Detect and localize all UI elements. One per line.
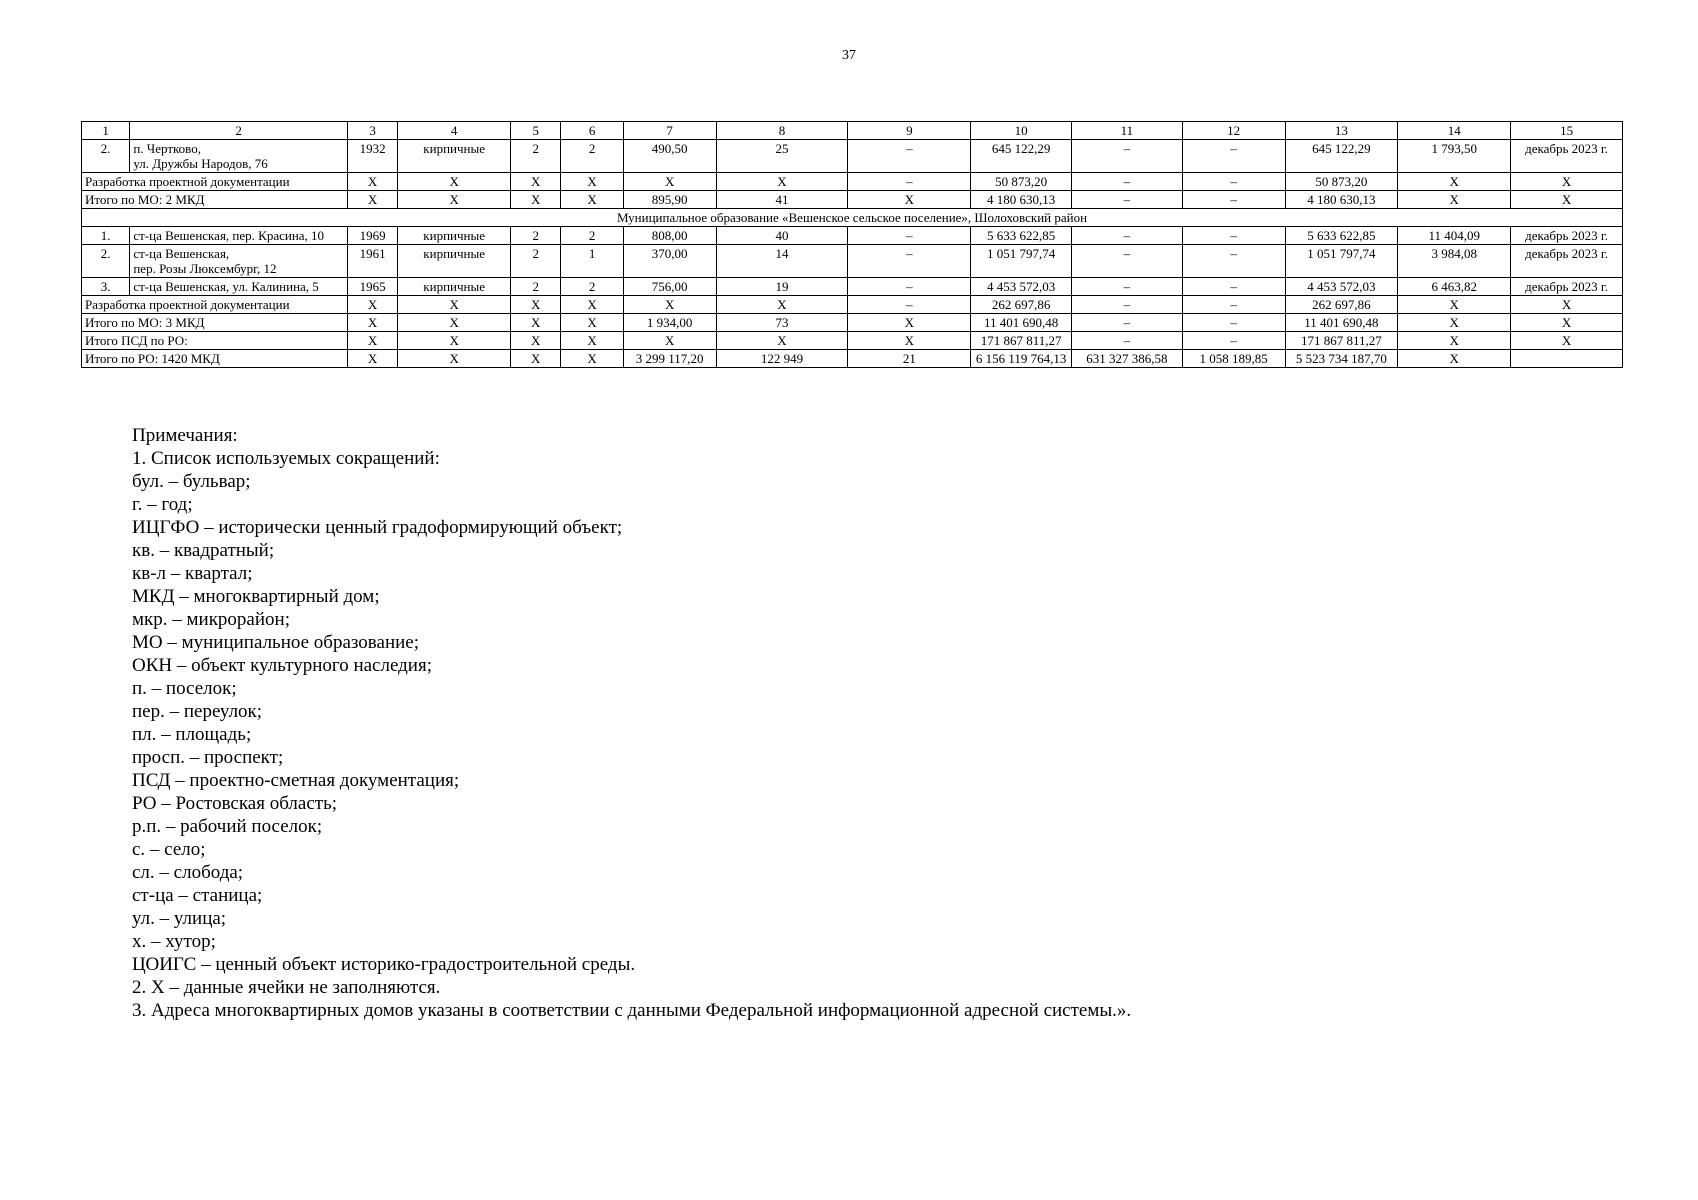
- table-cell: декабрь 2023 г.: [1511, 245, 1623, 278]
- table-cell: X: [511, 173, 561, 191]
- table-cell: 1969: [347, 227, 397, 245]
- header-cell: 2: [130, 122, 348, 140]
- address-cell: п. Чертково, ул. Дружбы Народов, 76: [130, 140, 348, 173]
- table-cell: X: [1398, 332, 1511, 350]
- table-cell: X: [561, 314, 623, 332]
- table-cell: 808,00: [623, 227, 716, 245]
- table-cell: 2: [511, 227, 561, 245]
- table-cell: X: [347, 191, 397, 209]
- table-cell: 2: [561, 278, 623, 296]
- header-cell: 10: [971, 122, 1072, 140]
- table-body: [82, 122, 1623, 368]
- table-cell: [1511, 350, 1623, 368]
- table-cell: 14: [716, 245, 848, 278]
- table-cell: 2: [511, 245, 561, 278]
- header-cell: 5: [511, 122, 561, 140]
- note-line: кв. – квадратный;: [132, 540, 275, 561]
- note-line: кв-л – квартал;: [132, 563, 253, 584]
- table-cell: 21: [848, 350, 971, 368]
- table-cell: X: [561, 191, 623, 209]
- table-cell: –: [1072, 278, 1183, 296]
- table-cell: 1965: [347, 278, 397, 296]
- table-cell: 50 873,20: [971, 173, 1072, 191]
- table-cell: 73: [716, 314, 848, 332]
- note-line: просп. – проспект;: [132, 747, 284, 768]
- note-line: пер. – переулок;: [132, 701, 263, 722]
- table-cell: X: [511, 296, 561, 314]
- note-line: пл. – площадь;: [132, 724, 252, 745]
- table-cell: X: [347, 332, 397, 350]
- summary-row: [82, 314, 1623, 332]
- table-cell: 5 633 622,85: [971, 227, 1072, 245]
- table-cell: X: [623, 296, 716, 314]
- table-cell: кирпичные: [398, 245, 511, 278]
- table-row: [82, 140, 1623, 173]
- note-line: сл. – слобода;: [132, 862, 244, 883]
- table-cell: X: [716, 173, 848, 191]
- table-cell: –: [1182, 314, 1285, 332]
- header-cell: 8: [716, 122, 848, 140]
- table-cell: X: [561, 173, 623, 191]
- note-line: г. – год;: [132, 494, 193, 515]
- notes: [132, 424, 1592, 1022]
- table-cell: 490,50: [623, 140, 716, 173]
- table-cell: –: [848, 296, 971, 314]
- table-cell: 2: [511, 140, 561, 173]
- table-cell: 262 697,86: [971, 296, 1072, 314]
- note-line: с. – село;: [132, 839, 206, 860]
- table-cell: 122 949: [716, 350, 848, 368]
- note-line: МО – муниципальное образование;: [132, 632, 420, 653]
- table-cell: 1 051 797,74: [1285, 245, 1398, 278]
- table-cell: 1 051 797,74: [971, 245, 1072, 278]
- table-cell: 2: [561, 140, 623, 173]
- table-cell: X: [1511, 296, 1623, 314]
- table-cell: X: [1511, 191, 1623, 209]
- table-cell: 756,00: [623, 278, 716, 296]
- address-cell: ст-ца Вешенская, ул. Калинина, 5: [130, 278, 348, 296]
- table-cell: 50 873,20: [1285, 173, 1398, 191]
- header-cell: 3: [347, 122, 397, 140]
- table-cell: –: [1072, 227, 1183, 245]
- header-cell: 15: [1511, 122, 1623, 140]
- table-cell: 3 984,08: [1398, 245, 1511, 278]
- table-cell: X: [716, 296, 848, 314]
- table-cell: 1961: [347, 245, 397, 278]
- table-cell: X: [561, 296, 623, 314]
- summary-label: Итого по МО: 3 МКД: [82, 314, 348, 332]
- header-cell: 4: [398, 122, 511, 140]
- table-cell: X: [1511, 332, 1623, 350]
- table-cell: 5 633 622,85: [1285, 227, 1398, 245]
- table-cell: 41: [716, 191, 848, 209]
- table-row: [82, 278, 1623, 296]
- summary-label: Итого по МО: 2 МКД: [82, 191, 348, 209]
- table-cell: 19: [716, 278, 848, 296]
- table-cell: X: [848, 191, 971, 209]
- note-line: ул. – улица;: [132, 908, 227, 929]
- section-title: Муниципальное образование «Вешенское сельское поселение», Шолоховский район: [82, 209, 1623, 227]
- table-cell: X: [511, 314, 561, 332]
- table-cell: X: [848, 332, 971, 350]
- table-cell: 370,00: [623, 245, 716, 278]
- note-line: ст-ца – станица;: [132, 885, 263, 906]
- table-cell: 645 122,29: [971, 140, 1072, 173]
- table-cell: X: [398, 350, 511, 368]
- table-cell: 1 793,50: [1398, 140, 1511, 173]
- table-cell: –: [1072, 332, 1183, 350]
- table-cell: декабрь 2023 г.: [1511, 140, 1623, 173]
- table-cell: –: [1182, 227, 1285, 245]
- table-cell: –: [1072, 245, 1183, 278]
- table-cell: X: [1398, 314, 1511, 332]
- table-cell: X: [347, 296, 397, 314]
- summary-label: Разработка проектной документации: [82, 173, 348, 191]
- table-cell: 11 401 690,48: [971, 314, 1072, 332]
- table-cell: X: [623, 332, 716, 350]
- table-cell: 4 180 630,13: [1285, 191, 1398, 209]
- table-cell: X: [1398, 191, 1511, 209]
- notes-lines: [132, 447, 1592, 1022]
- table-cell: 2: [561, 227, 623, 245]
- header-cell: 11: [1072, 122, 1183, 140]
- table-cell: декабрь 2023 г.: [1511, 227, 1623, 245]
- table-cell: декабрь 2023 г.: [1511, 278, 1623, 296]
- table-cell: X: [716, 332, 848, 350]
- table-cell: 1: [561, 245, 623, 278]
- header-cell: 13: [1285, 122, 1398, 140]
- table-cell: –: [1072, 140, 1183, 173]
- note-line: 1. Список используемых сокращений:: [132, 448, 440, 469]
- note-line: р.п. – рабочий поселок;: [132, 816, 323, 837]
- table-cell: –: [1182, 173, 1285, 191]
- summary-row: [82, 191, 1623, 209]
- note-line: ОКН – объект культурного наследия;: [132, 655, 432, 676]
- header-cell: 9: [848, 122, 971, 140]
- table-cell: X: [398, 296, 511, 314]
- table-cell: X: [347, 314, 397, 332]
- note-line: х. – хутор;: [132, 931, 216, 952]
- table-cell: 895,90: [623, 191, 716, 209]
- table-cell: 262 697,86: [1285, 296, 1398, 314]
- note-line: ИЦГФО – исторически ценный градоформирующий объект;: [132, 517, 623, 538]
- table-cell: X: [623, 173, 716, 191]
- table-row: [82, 245, 1623, 278]
- table-cell: –: [1072, 296, 1183, 314]
- header-cell: 1: [82, 122, 130, 140]
- table-cell: –: [1182, 140, 1285, 173]
- table-cell: 11 401 690,48: [1285, 314, 1398, 332]
- summary-row: [82, 332, 1623, 350]
- table-cell: 5 523 734 187,70: [1285, 350, 1398, 368]
- table-cell: X: [561, 350, 623, 368]
- table-cell: –: [1072, 314, 1183, 332]
- table-cell: –: [1182, 296, 1285, 314]
- note-line: ЦОИГС – ценный объект историко-градостроительной среды.: [132, 954, 636, 975]
- table-cell: X: [1398, 296, 1511, 314]
- table-cell: X: [347, 350, 397, 368]
- table-cell: 1932: [347, 140, 397, 173]
- table-cell: X: [1511, 314, 1623, 332]
- table-cell: 11 404,09: [1398, 227, 1511, 245]
- table-cell: –: [1182, 191, 1285, 209]
- table-cell: X: [1511, 173, 1623, 191]
- table-cell: –: [848, 227, 971, 245]
- table-cell: 631 327 386,58: [1072, 350, 1183, 368]
- note-line: мкр. – микрорайон;: [132, 609, 290, 630]
- table-cell: –: [1072, 191, 1183, 209]
- table-cell: 4 180 630,13: [971, 191, 1072, 209]
- address-cell: ст-ца Вешенская, пер. Розы Люксембург, 12: [130, 245, 348, 278]
- table-cell: –: [1072, 173, 1183, 191]
- summary-row: [82, 296, 1623, 314]
- address-cell: ст-ца Вешенская, пер. Красина, 10: [130, 227, 348, 245]
- header-cell: 7: [623, 122, 716, 140]
- summary-label: Итого ПСД по РО:: [82, 332, 348, 350]
- table-cell: 171 867 811,27: [971, 332, 1072, 350]
- table-cell: X: [511, 332, 561, 350]
- note-line: 2. X – данные ячейки не заполняются.: [132, 977, 441, 998]
- summary-label: Разработка проектной документации: [82, 296, 348, 314]
- table-cell: X: [1398, 350, 1511, 368]
- table-cell: кирпичные: [398, 227, 511, 245]
- table-cell: 645 122,29: [1285, 140, 1398, 173]
- table-cell: 6 156 119 764,13: [971, 350, 1072, 368]
- table-cell: 3 299 117,20: [623, 350, 716, 368]
- note-line: РО – Ростовская область;: [132, 793, 338, 814]
- table-cell: –: [848, 173, 971, 191]
- table-cell: 2: [511, 278, 561, 296]
- table-cell: 6 463,82: [1398, 278, 1511, 296]
- header-cell: 14: [1398, 122, 1511, 140]
- header-cell: 6: [561, 122, 623, 140]
- section-row: [82, 209, 1623, 227]
- table-cell: 1 934,00: [623, 314, 716, 332]
- note-line: бул. – бульвар;: [132, 471, 251, 492]
- table-cell: 25: [716, 140, 848, 173]
- table-cell: X: [1398, 173, 1511, 191]
- table-cell: –: [848, 140, 971, 173]
- summary-row: [82, 350, 1623, 368]
- table-cell: 4 453 572,03: [1285, 278, 1398, 296]
- summary-row: [82, 173, 1623, 191]
- table-cell: 1.: [82, 227, 130, 245]
- table-cell: 2.: [82, 245, 130, 278]
- table-cell: X: [347, 173, 397, 191]
- table-cell: –: [1182, 332, 1285, 350]
- table-cell: 1 058 189,85: [1182, 350, 1285, 368]
- table-cell: X: [511, 191, 561, 209]
- table-cell: –: [1182, 278, 1285, 296]
- table-cell: 3.: [82, 278, 130, 296]
- note-line: ПСД – проектно-сметная документация;: [132, 770, 460, 791]
- table-cell: X: [511, 350, 561, 368]
- table-cell: X: [398, 173, 511, 191]
- table-row: [82, 227, 1623, 245]
- note-line: 3. Адреса многоквартирных домов указаны в соответствии с данными Федеральной информационной адресной системы.».: [132, 1000, 1132, 1021]
- table-cell: –: [848, 278, 971, 296]
- table-cell: X: [561, 332, 623, 350]
- data-table: [81, 121, 1623, 368]
- page-number: 37: [842, 48, 856, 63]
- note-line: МКД – многоквартирный дом;: [132, 586, 380, 607]
- table-header-row: [82, 122, 1623, 140]
- table-cell: 40: [716, 227, 848, 245]
- table-cell: 4 453 572,03: [971, 278, 1072, 296]
- header-cell: 12: [1182, 122, 1285, 140]
- table-cell: 2.: [82, 140, 130, 173]
- table-cell: кирпичные: [398, 140, 511, 173]
- table-cell: X: [398, 314, 511, 332]
- table-cell: –: [848, 245, 971, 278]
- table-cell: кирпичные: [398, 278, 511, 296]
- table-cell: X: [848, 314, 971, 332]
- note-line: п. – поселок;: [132, 678, 237, 699]
- table-cell: X: [398, 332, 511, 350]
- table-cell: X: [398, 191, 511, 209]
- table-cell: 171 867 811,27: [1285, 332, 1398, 350]
- table-cell: –: [1182, 245, 1285, 278]
- summary-label: Итого по РО: 1420 МКД: [82, 350, 348, 368]
- notes-heading: Примечания:: [132, 425, 238, 446]
